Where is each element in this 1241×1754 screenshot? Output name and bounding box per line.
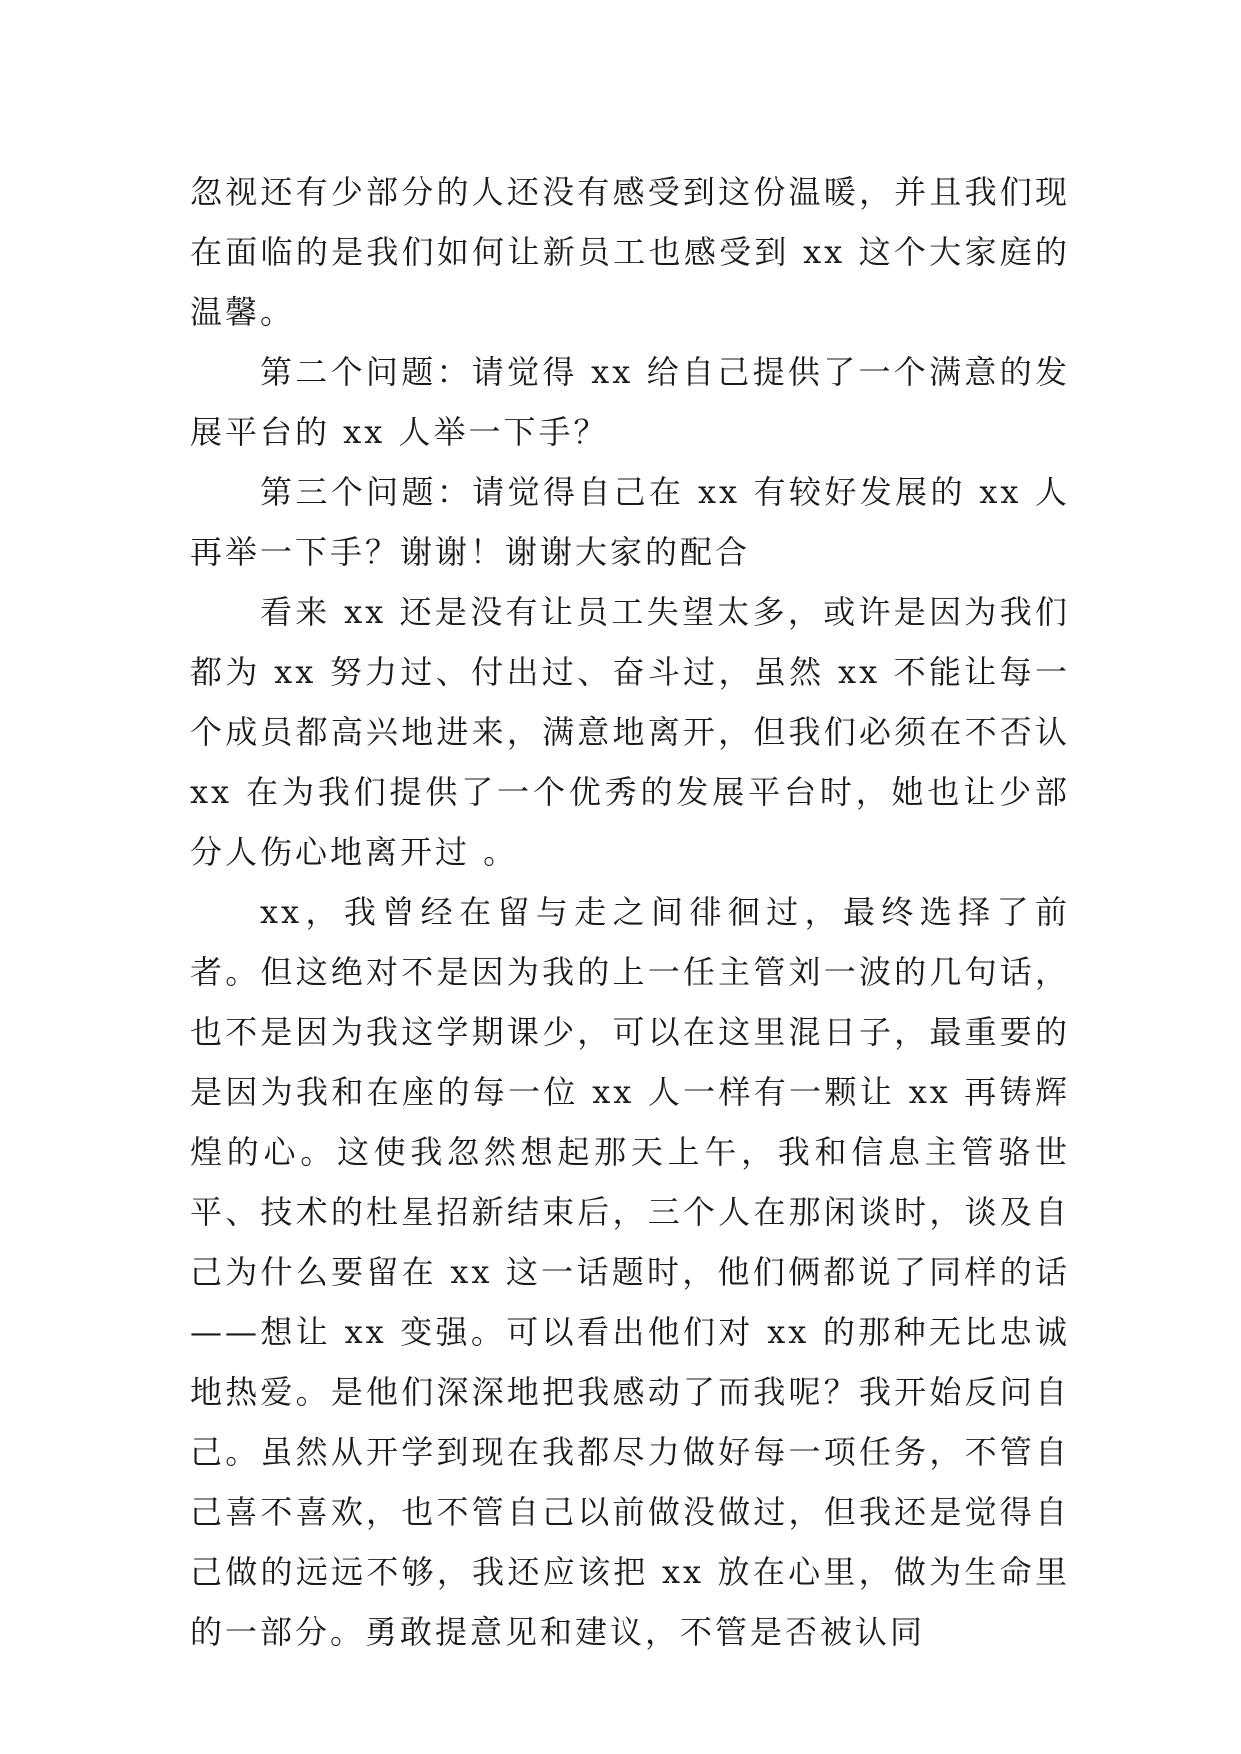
paragraph-2: 第二个问题：请觉得 xx 给自己提供了一个满意的发展平台的 xx 人举一下手？ <box>190 353 1070 451</box>
paragraph-1: 忽视还有少部分的人还没有感受到这份温暖，并且我们现在面临的是我们如何让新员工也感受到 xx 这个大家庭的温馨。 <box>190 173 1070 331</box>
paragraph-4: 看来 xx 还是没有让员工失望太多，或许是因为我们都为 xx 努力过、付出过、奋斗过，虽然 xx 不能让每一个成员都高兴地进来，满意地离开，但我们必须在不否认 xx 在为我们提供了一个优秀的发展平台时，她也让少部分人伤心地离开过 。 <box>190 593 1070 871</box>
paragraph-3: 第三个问题：请觉得自己在 xx 有较好发展的 xx 人再举一下手？谢谢！谢谢大家的配合 <box>190 473 1070 571</box>
document-body <box>190 162 1070 1662</box>
paragraph-5: xx，我曾经在留与走之间徘徊过，最终选择了前者。但这绝对不是因为我的上一任主管刘一波的几句话，也不是因为我这学期课少，可以在这里混日子，最重要的是因为我和在座的每一位 xx 人一样有一颗让 xx 再铸辉煌的心。这使我忽然想起那天上午，我和信息主管骆世平、技术的杜星招新结束后，三个人在那闲谈时，谈及自己为什么要留在 xx 这一话题时，他们俩都说了同样的话——想让 xx 变强。可以看出他们对 xx 的那种无比忠诚地热爱。是他们深深地把我感动了而我呢？我开始反问自己。虽然从开学到现在我都尽力做好每一项任务，不管自己喜不喜欢，也不管自己以前做没做过，但我还是觉得自己做的远远不够，我还应该把 xx 放在心里，做为生命里的一部分。勇敢提意见和建议，不管是否被认同 <box>190 893 1070 1651</box>
